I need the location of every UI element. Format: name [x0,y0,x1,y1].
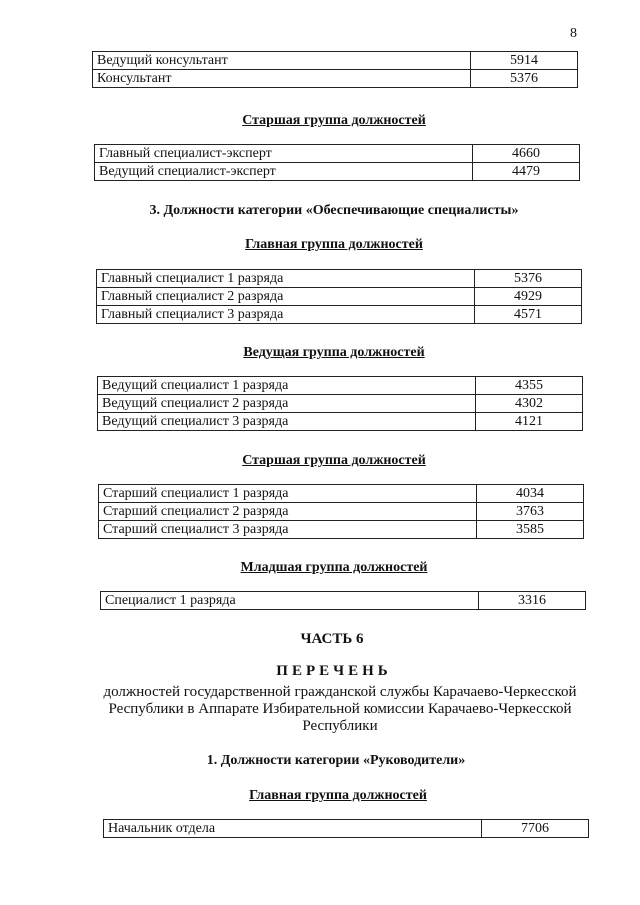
salary-value: 4302 [476,395,583,413]
position-title: Главный специалист 1 разряда [97,270,475,288]
salary-value: 4034 [477,485,584,503]
table-row [93,70,578,88]
table-row [93,52,578,70]
salary-value: 7706 [482,820,589,838]
position-title: Консультант [93,70,471,88]
table-row [95,163,580,181]
list-heading: ПЕРЕЧЕНЬ [276,663,392,679]
salary-value: 3585 [477,521,584,539]
part-heading: ЧАСТЬ 6 [300,631,364,647]
group-heading: Главная группа должностей [249,788,427,803]
page-number: 8 [570,26,577,41]
table-row [97,306,582,324]
position-title: Начальник отдела [104,820,482,838]
table-row [97,288,582,306]
salary-value: 3763 [477,503,584,521]
salary-value: 5376 [475,270,582,288]
salary-table-main-2 [103,819,589,838]
group-heading: Главная группа должностей [245,237,423,252]
list-description: должностей государственной гражданской службы Карачаево-Черкесской Республики в Аппарате Избирательной комиссии Карачаево-Черкесской Республики [103,684,577,734]
position-title: Ведущий специалист 1 разряда [98,377,476,395]
table-row [99,521,584,539]
group-heading: Старшая группа должностей [242,113,426,128]
position-title: Ведущий консультант [93,52,471,70]
position-title: Главный специалист-эксперт [95,145,473,163]
position-title: Главный специалист 3 разряда [97,306,475,324]
position-title: Старший специалист 2 разряда [99,503,477,521]
table-row [98,395,583,413]
table-row [97,270,582,288]
table-row [99,503,584,521]
salary-value: 4121 [476,413,583,431]
section-heading: 1. Должности категории «Руководители» [206,753,466,768]
table-row [98,377,583,395]
group-heading: Старшая группа должностей [242,453,426,468]
salary-value: 4479 [473,163,580,181]
salary-value: 5914 [471,52,578,70]
salary-table-senior-2 [98,484,584,539]
position-title: Ведущий специалист-эксперт [95,163,473,181]
table-row [104,820,589,838]
position-title: Ведущий специалист 3 разряда [98,413,476,431]
salary-value: 5376 [471,70,578,88]
salary-value: 4355 [476,377,583,395]
salary-value: 4660 [473,145,580,163]
salary-value: 4571 [475,306,582,324]
group-heading: Ведущая группа должностей [243,345,425,360]
position-title: Главный специалист 2 разряда [97,288,475,306]
position-title: Старший специалист 1 разряда [99,485,477,503]
group-heading: Младшая группа должностей [240,560,428,575]
table-row [95,145,580,163]
salary-table-lead [97,376,583,431]
salary-table-top [92,51,578,88]
salary-table-senior [94,144,580,181]
table-row [98,413,583,431]
position-title: Старший специалист 3 разряда [99,521,477,539]
table-row [101,592,586,610]
position-title: Ведущий специалист 2 разряда [98,395,476,413]
salary-value: 3316 [479,592,586,610]
table-row [99,485,584,503]
salary-table-main [96,269,582,324]
section-heading: 3. Должности категории «Обеспечивающие специалисты» [149,203,519,218]
position-title: Специалист 1 разряда [101,592,479,610]
salary-value: 4929 [475,288,582,306]
salary-table-junior [100,591,586,610]
